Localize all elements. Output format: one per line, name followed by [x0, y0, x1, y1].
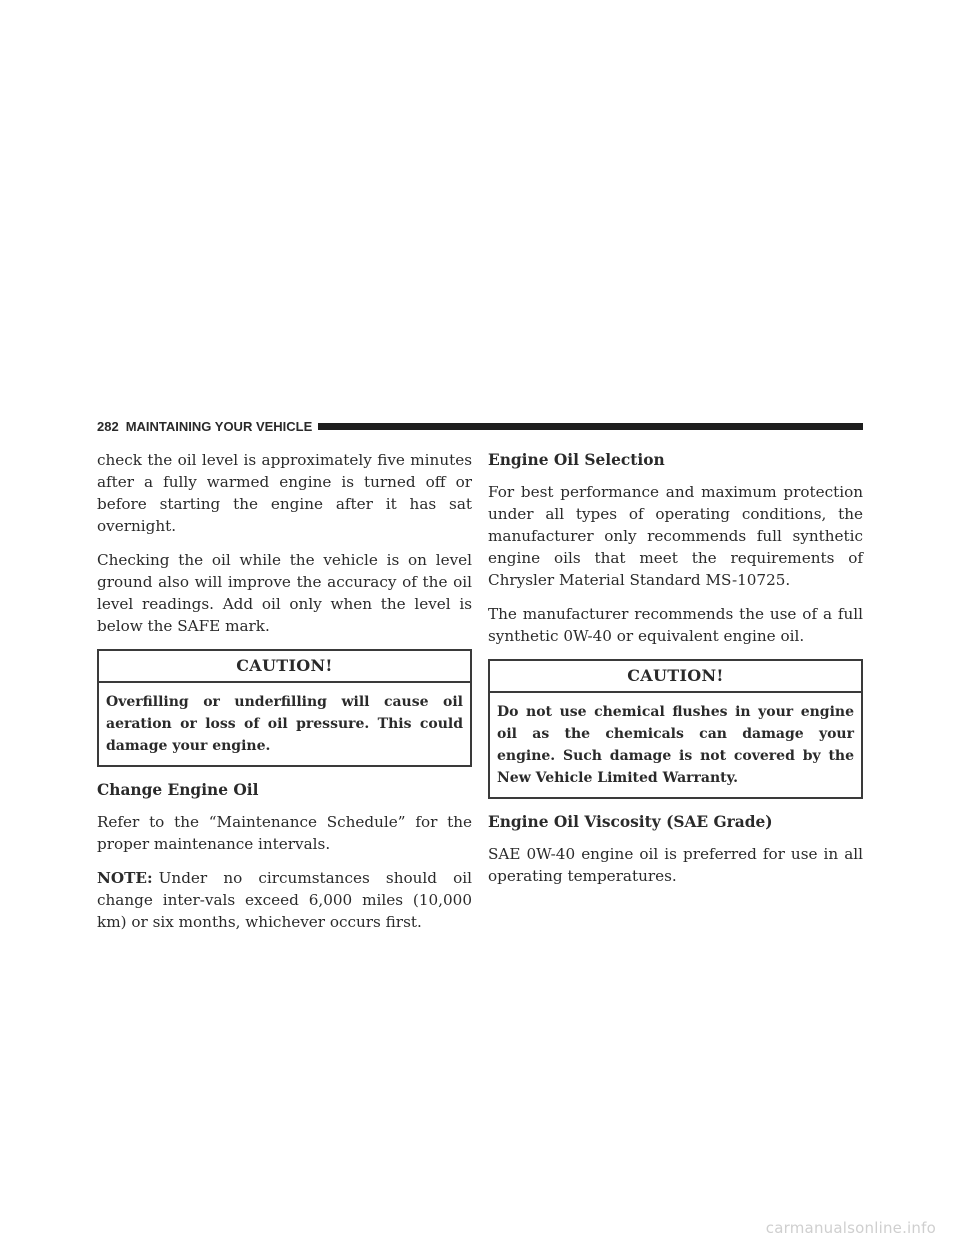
oil-level-timing-paragraph: check the oil level is approximately five minutes after a fully warmed engine is turned off or before starting the engine after it has sat overnight.: [97, 451, 472, 535]
page-number: 282: [97, 418, 119, 434]
caution-text: Overfilling or underfilling will cause oil aeration or loss of oil pressure. This could damage your engine.: [106, 694, 463, 754]
synthetic-recommendation-paragraph: The manufacturer recommends the use of a full synthetic 0W-40 or equivalent engine oil.: [488, 605, 863, 645]
caution-title: CAUTION!: [490, 661, 861, 693]
watermark: carmanualsonline.info: [765, 1219, 936, 1237]
maintenance-schedule-paragraph: Refer to the “Maintenance Schedule” for the proper maintenance intervals.: [97, 813, 472, 853]
page-header: [97, 415, 863, 437]
heading-engine-oil-selection: Engine Oil Selection: [488, 451, 665, 469]
note-label: NOTE:: [97, 869, 153, 887]
note-text: Under no circumstances should oil change inter-vals exceed 6,000 miles (10,000 km) or six months, whichever occurs first.: [97, 869, 472, 931]
section-title: MAINTAINING YOUR VEHICLE: [125, 418, 313, 434]
right-column: [488, 449, 863, 899]
viscosity-paragraph: SAE 0W-40 engine oil is preferred for use in all operating temperatures.: [488, 845, 863, 885]
selection-paragraph: For best performance and maximum protection under all types of operating conditions, the manufacturer only recommends full synthetic engine oils that meet the requirements of Chrysler Material Standard MS-10725.: [488, 483, 863, 589]
caution-text: Do not use chemical flushes in your engine oil as the chemicals can damage your engine. Such damage is not covered by the New Vehicle Limited Warranty.: [497, 704, 854, 786]
heading-change-engine-oil: Change Engine Oil: [97, 781, 259, 799]
caution-box-chemical-flushes: [488, 659, 863, 799]
caution-title: CAUTION!: [99, 651, 470, 683]
oil-level-ground-paragraph: Checking the oil while the vehicle is on level ground also will improve the accuracy of the oil level readings. Add oil only when the level is below the SAFE mark.: [97, 551, 472, 635]
left-column: [97, 449, 472, 945]
caution-box-overfilling: [97, 649, 472, 767]
note-paragraph: [97, 867, 472, 933]
header-rule: [318, 423, 863, 430]
heading-engine-oil-viscosity: Engine Oil Viscosity (SAE Grade): [488, 813, 773, 831]
